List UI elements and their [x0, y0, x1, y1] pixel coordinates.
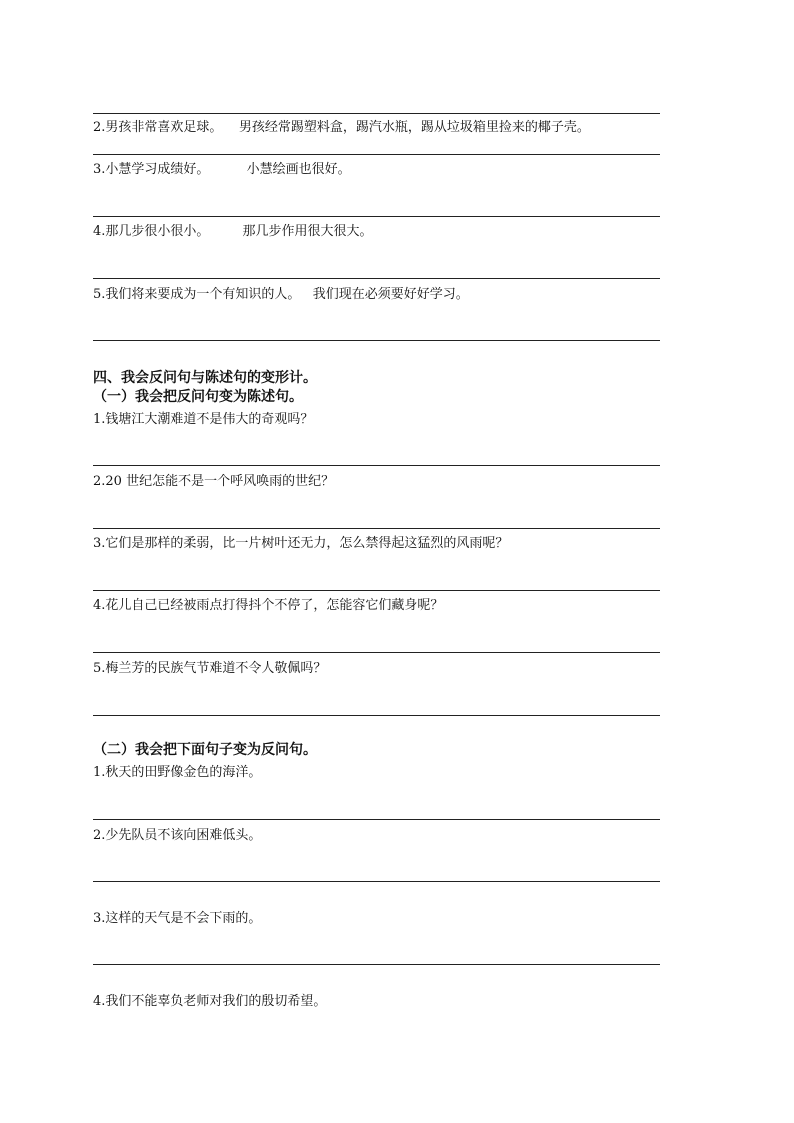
- answer-line: [93, 113, 660, 114]
- subsection-title: （二）我会把下面句子变为反问句。: [93, 742, 317, 758]
- exercise-item: 4.我们不能辜负老师对我们的殷切希望。: [93, 994, 327, 1009]
- exercise-item: 4.花儿自己已经被雨点打得抖个不停了，怎能容它们藏身呢？: [93, 598, 444, 613]
- exercise-item: 1.钱塘江大潮难道不是伟大的奇观吗？: [93, 412, 314, 427]
- exercise-item: 4.那几步很小很小。 那几步作用很大很大。: [93, 224, 373, 239]
- exercise-item: 5.我们将来要成为一个有知识的人。 我们现在必须要好好学习。: [93, 287, 469, 302]
- exercise-item: 3.这样的天气是不会下雨的。: [93, 911, 262, 926]
- exercise-item: 1.秋天的田野像金色的海洋。: [93, 765, 262, 780]
- answer-line: [93, 881, 660, 882]
- section-title: 四、我会反问句与陈述句的变形计。: [93, 370, 317, 386]
- answer-line: [93, 819, 660, 820]
- answer-line: [93, 590, 660, 591]
- answer-line: [93, 340, 660, 341]
- exercise-item: 3.小慧学习成绩好。 小慧绘画也很好。: [93, 162, 351, 177]
- answer-line: [93, 652, 660, 653]
- answer-line: [93, 216, 660, 217]
- exercise-item: 3.它们是那样的柔弱，比一片树叶还无力，怎么禁得起这猛烈的风雨呢？: [93, 536, 509, 551]
- answer-line: [93, 465, 660, 466]
- answer-line: [93, 964, 660, 965]
- answer-line: [93, 278, 660, 279]
- answer-line: [93, 154, 660, 155]
- answer-line: [93, 528, 660, 529]
- exercise-item: 2.20 世纪怎能不是一个呼风唤雨的世纪？: [93, 474, 335, 489]
- answer-line: [93, 715, 660, 716]
- exercise-item: 2.男孩非常喜欢足球。 男孩经常踢塑料盒，踢汽水瓶，踢从垃圾箱里捡来的椰子壳。: [93, 120, 590, 135]
- subsection-title: （一）我会把反问句变为陈述句。: [93, 389, 303, 405]
- exercise-item: 2.少先队员不该向困难低头。: [93, 828, 262, 843]
- exercise-item: 5.梅兰芳的民族气节难道不令人敬佩吗？: [93, 661, 327, 676]
